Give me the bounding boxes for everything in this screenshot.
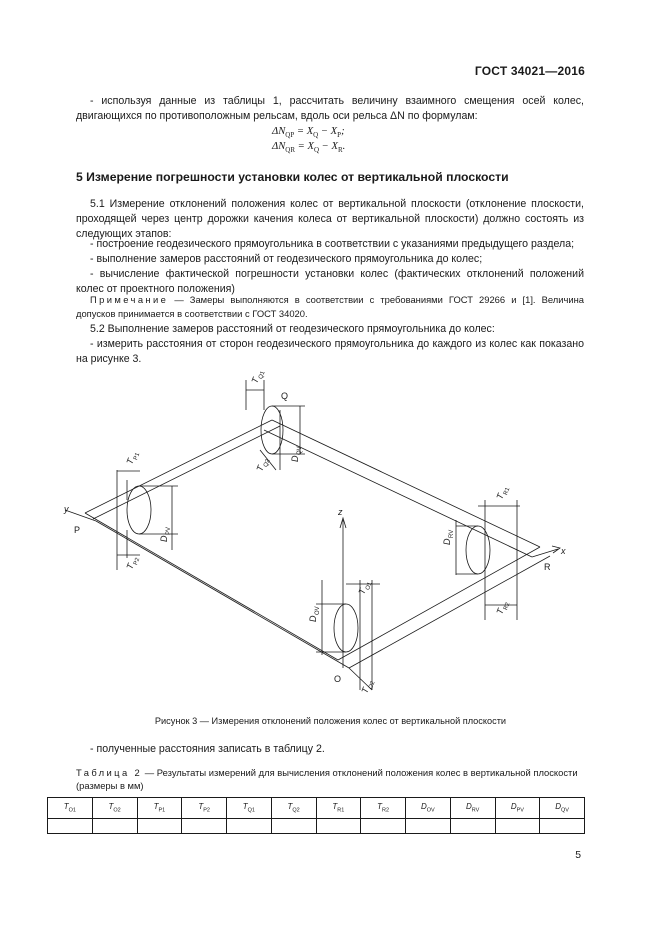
section-heading: 5 Измерение погрешности установки колес от вертикальной плоскости: [76, 170, 509, 184]
svg-text:T: T: [124, 457, 136, 466]
svg-text:D: D: [442, 538, 452, 545]
formula-qp: $\Delta N_{QP} = X_Q - X_P$;: [272, 126, 345, 140]
table-cell: [540, 819, 585, 834]
note-text: — Замеры выполняются в соответствии с требованиями ГОСТ 29266 и [1]. Величина допусков принимается в соответствии с ГОСТ 34020.: [76, 294, 584, 319]
label-to1: [356, 578, 373, 596]
label-tq2: [254, 455, 271, 473]
table-header-cell: $T_{P2}$: [182, 798, 227, 819]
table-header-cell: $D_{OV}$: [406, 798, 451, 819]
table-header-cell: $T_{O2}$: [92, 798, 137, 819]
figure-caption: Рисунок 3 — Измерения отклонений положения колес от вертикальной плоскости: [154, 716, 507, 726]
paragraph-5-2: 5.2 Выполнение замеров расстояний от геодезического прямоугольника до колес:: [90, 323, 495, 335]
label-p: P: [74, 525, 81, 535]
svg-text:O1: O1: [365, 581, 374, 592]
intro-bullet: - используя данные из таблицы 1, рассчитать величину взаимного смещения осей колес, двигающихся по противоположным рельсам, вдоль оси рельса ΔN по формулам:: [76, 95, 584, 122]
svg-text:T: T: [356, 587, 368, 596]
table-header-cell: $T_{P1}$: [137, 798, 182, 819]
label-q: Q: [281, 391, 289, 401]
note-label: Примечание: [90, 294, 169, 305]
svg-text:P2: P2: [133, 557, 142, 567]
table-header-cell: $T_{Q1}$: [227, 798, 272, 819]
table-row: [48, 819, 585, 834]
label-z: z: [338, 507, 343, 517]
table-cell: [227, 819, 272, 834]
svg-text:D: D: [159, 535, 169, 542]
table-2: [47, 797, 585, 834]
formula-qr: $\Delta N_{QR} = X_Q - X_R$.: [272, 141, 346, 155]
frame-line: [85, 420, 272, 513]
label-drv: [442, 530, 455, 545]
table-header-row: [48, 798, 585, 819]
table-label: Таблица 2: [76, 767, 143, 778]
note: [76, 293, 584, 321]
label-o: O: [334, 674, 342, 684]
figure-3-diagram: [0, 370, 661, 710]
label-dpv: [159, 527, 172, 542]
table-cell: [316, 819, 361, 834]
svg-text:T: T: [254, 464, 266, 473]
document-code: ГОСТ 34021—2016: [474, 64, 585, 78]
table-header-cell: $T_{R1}$: [316, 798, 361, 819]
bullet-2: - выполнение замеров расстояний от геодезического прямоугольника до колес;: [90, 253, 483, 265]
svg-text:OV: OV: [315, 606, 321, 615]
svg-text:T: T: [359, 686, 371, 695]
table-cell: [450, 819, 495, 834]
after-figure-bullet: - полученные расстояния записать в таблицу 2.: [90, 743, 325, 755]
svg-text:QV: QV: [297, 446, 303, 455]
label-tr2: [494, 599, 511, 617]
table-header-cell: $D_{PV}$: [495, 798, 540, 819]
svg-text:PV: PV: [166, 526, 172, 535]
frame-line: [272, 420, 540, 547]
label-y: y: [64, 504, 69, 514]
frame-line: [96, 521, 349, 668]
table-cell: [271, 819, 316, 834]
frame-line: [349, 556, 550, 668]
table-cell: [406, 819, 451, 834]
svg-text:R2: R2: [503, 601, 512, 612]
label-r: R: [544, 562, 551, 572]
paragraph-5-1: 5.1 Измерение отклонений положения колес от вертикальной плоскости (отклонение плоскости, проходящей через центр дорожки качения колеса от вертикальной плоскости) должно состоять из следующих этапов:: [76, 198, 584, 240]
frame-line: [264, 430, 532, 557]
wheel-p: [127, 486, 151, 534]
page-number: 5: [575, 850, 581, 861]
svg-text:T: T: [124, 562, 136, 571]
svg-text:Q2: Q2: [263, 458, 272, 469]
frame-line: [85, 513, 338, 660]
table-header-cell: $T_{O1}$: [48, 798, 93, 819]
svg-text:P1: P1: [133, 452, 142, 462]
y-axis: [65, 510, 96, 521]
bullet-3: - вычисление фактической погрешности установки колес (фактических отклонений положений колес от проектного положения): [76, 268, 584, 295]
table-header-cell: $T_{Q2}$: [271, 798, 316, 819]
svg-text:D: D: [290, 455, 300, 462]
table-caption-text: — Результаты измерений для вычисления отклонений положения колес в вертикальной плоскости (размеры в мм): [76, 767, 578, 791]
table-header-cell: $T_{R2}$: [361, 798, 406, 819]
label-tp1: [124, 449, 141, 467]
table-cell: [495, 819, 540, 834]
label-x: x: [561, 546, 566, 556]
wheel-o: [334, 604, 358, 652]
svg-text:T: T: [494, 607, 506, 616]
svg-text:T: T: [249, 376, 261, 385]
table-cell: [92, 819, 137, 834]
svg-text:R1: R1: [503, 486, 512, 497]
svg-text:RV: RV: [449, 529, 455, 538]
table-cell: [137, 819, 182, 834]
label-tr1: [494, 484, 511, 502]
table-header-cell: $D_{RV}$: [450, 798, 495, 819]
table-header-cell: $D_{QV}$: [540, 798, 585, 819]
table-cell: [361, 819, 406, 834]
wheel-r: [466, 526, 490, 574]
frame-line: [93, 426, 280, 519]
table-caption: [76, 766, 586, 792]
svg-text:Q1: Q1: [258, 370, 267, 381]
bullet-4: - измерить расстояния от сторон геодезического прямоугольника до каждого из колес как показано на рисунке 3.: [76, 338, 584, 365]
label-dov: [308, 606, 321, 622]
svg-text:T: T: [494, 492, 506, 501]
table-cell: [182, 819, 227, 834]
table-cell: [48, 819, 93, 834]
bullet-1: - построение геодезического прямоугольника в соответствии с указаниями предыдущего раздела;: [90, 238, 575, 250]
svg-text:O2: O2: [368, 680, 377, 691]
svg-text:D: D: [308, 615, 318, 622]
x-axis: [532, 549, 558, 557]
